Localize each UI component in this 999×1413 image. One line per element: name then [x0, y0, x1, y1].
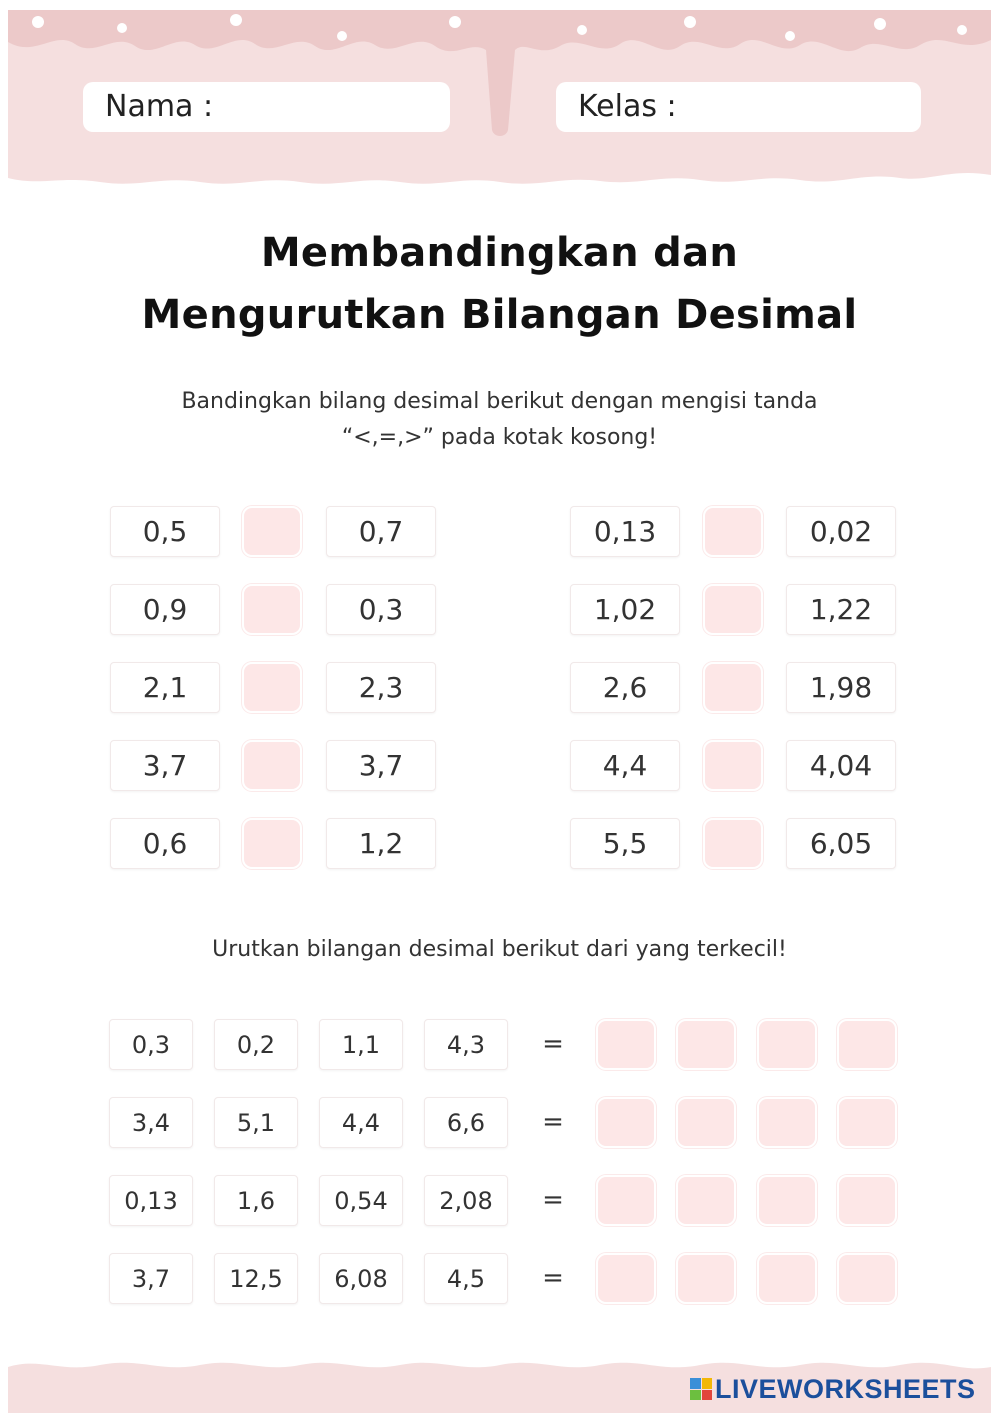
order-instruction: Urutkan bilangan desimal berikut dari yang terkecil! — [212, 937, 787, 962]
compare-number: 3,7 — [326, 740, 436, 791]
compare-number: 0,5 — [110, 506, 220, 557]
order-number: 0,54 — [319, 1175, 403, 1226]
order-answer-box[interactable] — [596, 1253, 656, 1304]
compare-number: 0,6 — [110, 818, 220, 869]
order-number: 3,7 — [109, 1253, 193, 1304]
logo-text: LIVEWORKSHEETS — [715, 1373, 976, 1404]
equals-sign: = — [542, 1029, 564, 1059]
compare-answer-box[interactable] — [242, 818, 302, 869]
compare-answer-box[interactable] — [703, 740, 763, 791]
compare-number: 0,7 — [326, 506, 436, 557]
order-number: 6,6 — [424, 1097, 508, 1148]
order-number: 3,4 — [109, 1097, 193, 1148]
compare-answer-box[interactable] — [703, 584, 763, 635]
order-answer-box[interactable] — [676, 1097, 736, 1148]
name-label: Nama : — [105, 89, 214, 124]
compare-answer-box[interactable] — [242, 506, 302, 557]
order-number: 12,5 — [214, 1253, 298, 1304]
compare-answer-box[interactable] — [242, 662, 302, 713]
compare-answer-box[interactable] — [242, 740, 302, 791]
compare-number: 6,05 — [786, 818, 896, 869]
page-title — [0, 222, 999, 346]
order-answer-box[interactable] — [757, 1019, 817, 1070]
compare-answer-box[interactable] — [703, 506, 763, 557]
order-answer-box[interactable] — [757, 1253, 817, 1304]
equals-sign: = — [542, 1107, 564, 1137]
compare-number: 2,3 — [326, 662, 436, 713]
compare-number: 0,9 — [110, 584, 220, 635]
order-answer-box[interactable] — [676, 1175, 736, 1226]
compare-number: 2,6 — [570, 662, 680, 713]
compare-number: 4,04 — [786, 740, 896, 791]
order-number: 4,3 — [424, 1019, 508, 1070]
order-number: 1,6 — [214, 1175, 298, 1226]
order-answer-box[interactable] — [837, 1019, 897, 1070]
order-answer-box[interactable] — [837, 1097, 897, 1148]
order-number: 0,3 — [109, 1019, 193, 1070]
title-line-1: Membandingkan dan — [260, 230, 739, 276]
equals-sign: = — [542, 1263, 564, 1293]
class-field[interactable] — [556, 82, 921, 132]
order-number: 5,1 — [214, 1097, 298, 1148]
order-number: 0,13 — [109, 1175, 193, 1226]
compare-number: 0,02 — [786, 506, 896, 557]
compare-answer-box[interactable] — [242, 584, 302, 635]
order-number: 4,4 — [319, 1097, 403, 1148]
order-number: 1,1 — [319, 1019, 403, 1070]
order-answer-box[interactable] — [757, 1097, 817, 1148]
compare-answer-box[interactable] — [703, 662, 763, 713]
order-answer-box[interactable] — [596, 1097, 656, 1148]
order-answer-box[interactable] — [596, 1019, 656, 1070]
order-answer-box[interactable] — [757, 1175, 817, 1226]
compare-number: 4,4 — [570, 740, 680, 791]
order-answer-box[interactable] — [837, 1175, 897, 1226]
compare-number: 3,7 — [110, 740, 220, 791]
name-field[interactable] — [83, 82, 450, 132]
compare-number: 0,3 — [326, 584, 436, 635]
order-number: 0,2 — [214, 1019, 298, 1070]
compare-number: 1,2 — [326, 818, 436, 869]
compare-answer-box[interactable] — [703, 818, 763, 869]
equals-sign: = — [542, 1185, 564, 1215]
liveworksheets-logo — [690, 1374, 976, 1404]
compare-number: 1,98 — [786, 662, 896, 713]
compare-number: 5,5 — [570, 818, 680, 869]
order-answer-box[interactable] — [676, 1253, 736, 1304]
order-answer-box[interactable] — [596, 1175, 656, 1226]
compare-instruction-line-2: “<,=,>” pada kotak kosong! — [341, 425, 658, 450]
compare-number: 1,22 — [786, 584, 896, 635]
logo-mark-icon — [690, 1378, 712, 1400]
order-number: 6,08 — [319, 1253, 403, 1304]
compare-number: 0,13 — [570, 506, 680, 557]
class-label: Kelas : — [578, 89, 677, 124]
compare-number: 1,02 — [570, 584, 680, 635]
compare-instruction — [0, 384, 999, 456]
compare-number: 2,1 — [110, 662, 220, 713]
order-answer-box[interactable] — [837, 1253, 897, 1304]
order-answer-box[interactable] — [676, 1019, 736, 1070]
compare-instruction-line-1: Bandingkan bilang desimal berikut dengan mengisi tanda — [181, 389, 818, 414]
order-number: 2,08 — [424, 1175, 508, 1226]
order-number: 4,5 — [424, 1253, 508, 1304]
title-line-2: Mengurutkan Bilangan Desimal — [141, 292, 858, 338]
